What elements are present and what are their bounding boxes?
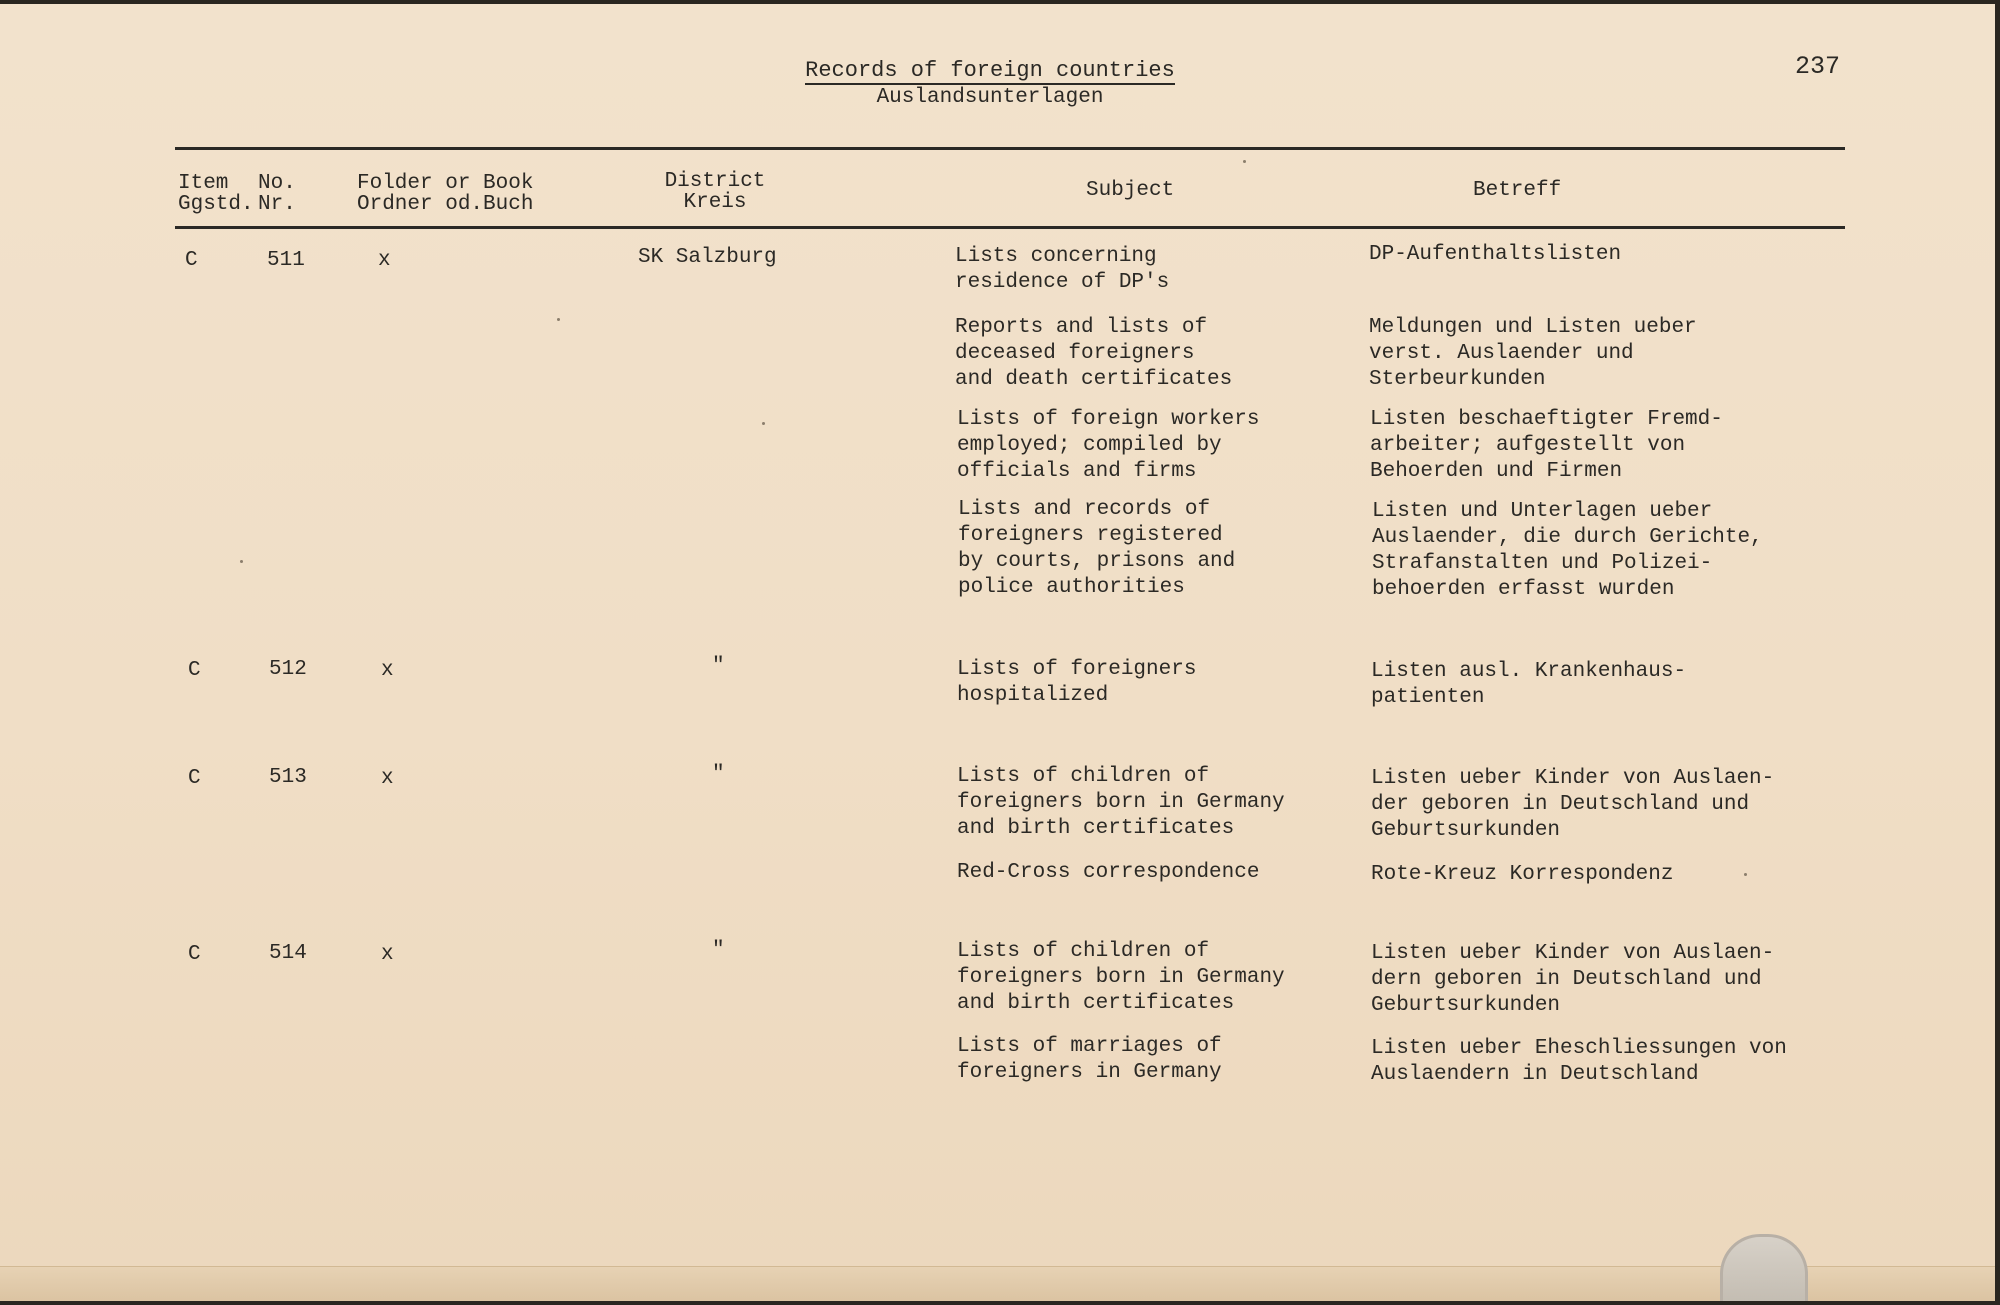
header-no: No. Nr. <box>258 172 296 216</box>
row-511-subject-2: Reports and lists of deceased foreigners and death certificates <box>955 316 1233 391</box>
paper-speck <box>762 422 765 425</box>
row-512-no: 512 <box>269 658 307 681</box>
row-512-subject-1: Lists of foreigners hospitalized <box>957 658 1197 707</box>
row-511-betreff-1: DP-Aufenthaltslisten <box>1369 243 1622 266</box>
row-513-district: " <box>712 763 725 786</box>
document-page <box>0 4 1995 1301</box>
header-top-rule <box>175 147 1845 150</box>
row-513-no: 513 <box>269 766 307 789</box>
paper-speck <box>1744 873 1747 876</box>
paper-speck <box>240 560 243 563</box>
row-512-betreff-1: Listen ausl. Krankenhaus- patienten <box>1371 660 1687 709</box>
header-folder: Folder or Book Ordner od.Buch <box>357 172 534 216</box>
row-511-betreff-4: Listen und Unterlagen ueber Auslaender, die durch Gerichte, Strafanstalten und Polizei- behoerden erfasst wurden <box>1372 500 1763 601</box>
row-513-subject-1: Lists of children of foreigners born in Germany and birth certificates <box>957 765 1285 840</box>
row-511-no: 511 <box>267 249 305 272</box>
row-512-folder: x <box>381 659 394 682</box>
header-subject: Subject <box>1086 179 1175 202</box>
page-title <box>700 58 1280 83</box>
row-513-betreff-1: Listen ueber Kinder von Auslaen- der geboren in Deutschland und Geburtsurkunden <box>1371 767 1775 842</box>
row-511-betreff-3: Listen beschaeftigter Fremd- arbeiter; aufgestellt von Behoerden und Firmen <box>1370 408 1723 483</box>
row-511-item: C <box>185 249 198 272</box>
row-511-subject-4: Lists and records of foreigners registered by courts, prisons and police authorities <box>958 498 1236 599</box>
page-fold-edge <box>0 1266 1995 1301</box>
row-512-item: C <box>188 659 201 682</box>
row-514-betreff-1: Listen ueber Kinder von Auslaen- dern geboren in Deutschland und Geburtsurkunden <box>1371 942 1775 1017</box>
page-number: 237 <box>1795 52 1841 81</box>
row-514-folder: x <box>381 943 394 966</box>
page-subtitle: Auslandsunterlagen <box>876 86 1104 109</box>
row-511-betreff-2: Meldungen und Listen ueber verst. Auslaender und Sterbeurkunden <box>1369 316 1697 391</box>
header-betreff: Betreff <box>1473 179 1562 202</box>
header-district: District Kreis <box>664 170 766 214</box>
row-514-district: " <box>712 939 725 962</box>
row-511-subject-3: Lists of foreign workers employed; compiled by officials and firms <box>957 408 1260 483</box>
row-514-subject-2: Lists of marriages of foreigners in Germany <box>957 1035 1222 1084</box>
row-512-district: " <box>712 655 725 678</box>
row-513-item: C <box>188 767 201 790</box>
row-513-betreff-2: Rote-Kreuz Korrespondenz <box>1371 863 1674 886</box>
row-513-folder: x <box>381 767 394 790</box>
row-514-subject-1: Lists of children of foreigners born in Germany and birth certificates <box>957 940 1285 1015</box>
page-title-text: Records of foreign countries <box>805 58 1175 83</box>
row-513-subject-2: Red-Cross correspondence <box>957 861 1260 884</box>
row-514-no: 514 <box>269 942 307 965</box>
header-bottom-rule <box>175 226 1845 229</box>
row-511-district: SK Salzburg <box>638 246 777 269</box>
row-514-item: C <box>188 943 201 966</box>
paper-speck <box>557 318 560 321</box>
binder-tab <box>1720 1234 1808 1301</box>
row-511-folder: x <box>378 249 391 272</box>
row-511-subject-1: Lists concerning residence of DP's <box>955 245 1170 294</box>
paper-speck <box>1243 160 1246 163</box>
header-item: Item Ggstd. <box>178 172 254 216</box>
row-514-betreff-2: Listen ueber Eheschliessungen von Auslaendern in Deutschland <box>1371 1037 1787 1086</box>
